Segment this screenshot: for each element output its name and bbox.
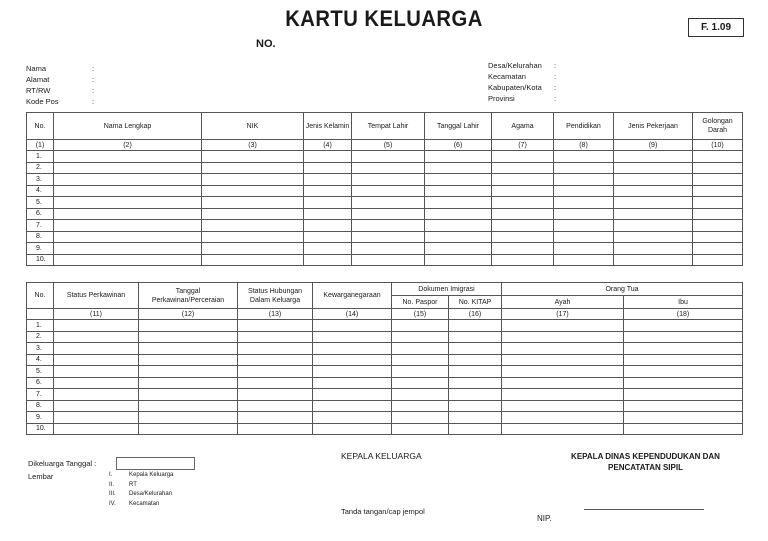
table-cell[interactable] (449, 320, 502, 332)
table-cell[interactable] (54, 354, 139, 366)
table-cell[interactable] (202, 185, 304, 197)
table-cell[interactable] (139, 400, 238, 412)
table-cell[interactable] (425, 162, 492, 174)
table-cell[interactable] (554, 162, 614, 174)
table-cell[interactable] (238, 423, 313, 435)
table-cell[interactable] (502, 389, 624, 401)
row-number: 9. (27, 412, 54, 424)
table-cell[interactable] (139, 377, 238, 389)
table-cell[interactable] (449, 423, 502, 435)
colnum: (8) (554, 140, 614, 151)
info-row-kodepos: Kode Pos : (26, 97, 95, 106)
table-cell[interactable] (313, 354, 392, 366)
table1-colnum-row (27, 140, 743, 151)
table-cell[interactable] (492, 185, 554, 197)
table-cell[interactable] (614, 231, 693, 243)
header-no: No. (27, 113, 54, 140)
table-cell[interactable] (54, 197, 202, 209)
colnum: (3) (202, 140, 304, 151)
table-cell[interactable] (238, 412, 313, 424)
header-jenis-pekerjaan: Jenis Pekerjaan (614, 113, 693, 140)
table-cell[interactable] (693, 197, 743, 209)
table-cell[interactable] (202, 174, 304, 186)
table-cell[interactable] (449, 331, 502, 343)
table-cell[interactable] (693, 254, 743, 266)
table-row (27, 231, 743, 243)
table-cell[interactable] (139, 423, 238, 435)
table-cell[interactable] (54, 174, 202, 186)
table-row (27, 389, 743, 401)
table-cell[interactable] (614, 185, 693, 197)
row-number: 2. (27, 162, 54, 174)
table2-colnum-row (27, 309, 743, 320)
colnum: (12) (139, 309, 238, 320)
header-jenis-kelamin: Jenis Kelamin (304, 113, 352, 140)
header-no-kitap: No. KITAP (449, 296, 502, 309)
table-cell[interactable] (238, 366, 313, 378)
table-cell[interactable] (614, 243, 693, 255)
table-cell[interactable] (502, 331, 624, 343)
table-cell[interactable] (304, 162, 352, 174)
header-no-paspor: No. Paspor (392, 296, 449, 309)
table-cell[interactable] (554, 151, 614, 163)
document-title: KARTU KELUARGA (285, 6, 483, 31)
table-cell[interactable] (352, 162, 425, 174)
table-row (27, 208, 743, 220)
table-row (27, 354, 743, 366)
table-cell[interactable] (693, 208, 743, 220)
signature-line (584, 509, 704, 510)
table-cell[interactable] (392, 412, 449, 424)
table-row (27, 366, 743, 378)
lembar-item: II. RT (109, 481, 137, 488)
table-row (27, 151, 743, 163)
header-ibu: Ibu (624, 296, 743, 309)
table-cell[interactable] (54, 412, 139, 424)
table-cell[interactable] (54, 220, 202, 232)
row-number: 8. (27, 400, 54, 412)
table-cell[interactable] (425, 243, 492, 255)
table-cell[interactable] (54, 366, 139, 378)
lembar-item: IV. Kecamatan (109, 500, 160, 507)
colnum: (16) (449, 309, 502, 320)
table-cell[interactable] (313, 423, 392, 435)
document-number-label: NO. (256, 38, 276, 50)
table-cell[interactable] (304, 151, 352, 163)
table-cell[interactable] (304, 174, 352, 186)
table-cell[interactable] (449, 377, 502, 389)
header-no: No. (27, 283, 54, 309)
info-row-provinsi: Provinsi : (488, 94, 557, 103)
table-cell[interactable] (313, 400, 392, 412)
table-cell[interactable] (492, 254, 554, 266)
lembar-item: III. Desa/Kelurahan (109, 491, 173, 497)
table-cell[interactable] (693, 243, 743, 255)
table-row (27, 243, 743, 255)
table-cell[interactable] (313, 331, 392, 343)
table-cell[interactable] (425, 151, 492, 163)
table-cell[interactable] (54, 423, 139, 435)
info-row-rtrw: RT/RW : (26, 86, 95, 95)
table-cell[interactable] (139, 354, 238, 366)
table-cell[interactable] (624, 366, 743, 378)
table-cell[interactable] (554, 208, 614, 220)
row-number: 10. (27, 423, 54, 435)
header-golongan-darah: Golongan Darah (693, 113, 743, 140)
table-cell[interactable] (54, 389, 139, 401)
table-cell[interactable] (492, 208, 554, 220)
row-number: 3. (27, 343, 54, 355)
header-status-perkawinan: Status Perkawinan (54, 283, 139, 309)
table-cell[interactable] (202, 197, 304, 209)
lembar-item: I. Kepala Keluarga (109, 472, 174, 478)
colnum: (4) (304, 140, 352, 151)
table-cell[interactable] (492, 220, 554, 232)
colnum: (9) (614, 140, 693, 151)
table-cell[interactable] (425, 254, 492, 266)
header-dokumen-imigrasi: Dokumen Imigrasi (392, 283, 502, 296)
table-cell[interactable] (624, 423, 743, 435)
table-cell[interactable] (304, 243, 352, 255)
table-cell[interactable] (238, 331, 313, 343)
table-cell[interactable] (202, 208, 304, 220)
table-cell[interactable] (492, 151, 554, 163)
table-cell[interactable] (392, 377, 449, 389)
table-cell[interactable] (614, 220, 693, 232)
header-ayah: Ayah (502, 296, 624, 309)
table2-header-row-1 (27, 283, 743, 296)
table-cell[interactable] (238, 400, 313, 412)
table-cell[interactable] (304, 231, 352, 243)
colnum: (5) (352, 140, 425, 151)
table-cell[interactable] (449, 366, 502, 378)
table-cell[interactable] (54, 254, 202, 266)
table-cell[interactable] (502, 343, 624, 355)
table-cell[interactable] (54, 400, 139, 412)
header-tanggal-lahir: Tanggal Lahir (425, 113, 492, 140)
table-row (27, 185, 743, 197)
table-cell[interactable] (693, 185, 743, 197)
table-cell[interactable] (238, 377, 313, 389)
row-number: 6. (27, 377, 54, 389)
table-cell[interactable] (425, 208, 492, 220)
table-cell[interactable] (313, 377, 392, 389)
table-cell[interactable] (392, 389, 449, 401)
family-info-right (488, 60, 556, 104)
table-cell[interactable] (352, 151, 425, 163)
table-cell[interactable] (139, 320, 238, 332)
table-cell[interactable] (449, 354, 502, 366)
info-row-desa: Desa/Kelurahan : (488, 61, 557, 70)
table-cell[interactable] (313, 412, 392, 424)
table-cell[interactable] (54, 208, 202, 220)
table-cell[interactable] (449, 400, 502, 412)
table-row (27, 254, 743, 266)
table-cell[interactable] (238, 320, 313, 332)
table-cell[interactable] (304, 208, 352, 220)
table-cell[interactable] (624, 331, 743, 343)
table-cell[interactable] (554, 254, 614, 266)
table-row (27, 423, 743, 435)
table-cell[interactable] (352, 220, 425, 232)
colnum: (1) (27, 140, 54, 151)
table-cell[interactable] (614, 208, 693, 220)
colnum (27, 309, 54, 320)
table-row (27, 400, 743, 412)
table-cell[interactable] (54, 162, 202, 174)
table-cell[interactable] (502, 400, 624, 412)
table-cell[interactable] (449, 389, 502, 401)
table-cell[interactable] (392, 354, 449, 366)
table-cell[interactable] (614, 197, 693, 209)
table-row (27, 162, 743, 174)
row-number: 5. (27, 197, 54, 209)
table-row (27, 331, 743, 343)
tanda-tangan-label: Tanda tangan/cap jempol (341, 507, 425, 516)
table-cell[interactable] (54, 231, 202, 243)
table-row (27, 377, 743, 389)
colnum: (15) (392, 309, 449, 320)
table-cell[interactable] (54, 320, 139, 332)
row-number: 1. (27, 151, 54, 163)
table-cell[interactable] (54, 243, 202, 255)
table-cell[interactable] (54, 331, 139, 343)
nip-label: NIP. (537, 514, 552, 523)
table-cell[interactable] (54, 185, 202, 197)
table-cell[interactable] (492, 243, 554, 255)
kepala-dinas-label: KEPALA DINAS KEPENDUDUKAN DAN PENCATATAN SIPIL (571, 452, 720, 472)
table-cell[interactable] (502, 377, 624, 389)
table-cell[interactable] (304, 197, 352, 209)
tanggal-input-box[interactable] (116, 457, 195, 470)
colnum: (10) (693, 140, 743, 151)
table-cell[interactable] (139, 389, 238, 401)
table-cell[interactable] (139, 343, 238, 355)
table-cell[interactable] (238, 343, 313, 355)
table-cell[interactable] (392, 423, 449, 435)
table-cell[interactable] (352, 185, 425, 197)
colnum: (6) (425, 140, 492, 151)
table-cell[interactable] (449, 412, 502, 424)
lembar-list (109, 471, 173, 509)
row-number: 10. (27, 254, 54, 266)
colnum: (18) (624, 309, 743, 320)
table-cell[interactable] (54, 343, 139, 355)
table-cell[interactable] (614, 254, 693, 266)
form-code-box: F. 1.09 (688, 18, 744, 37)
table-cell[interactable] (352, 254, 425, 266)
table-cell[interactable] (392, 366, 449, 378)
table-cell[interactable] (614, 162, 693, 174)
table-cell[interactable] (693, 162, 743, 174)
table-cell[interactable] (313, 389, 392, 401)
table-cell[interactable] (238, 389, 313, 401)
family-members-table (26, 112, 743, 266)
table-cell[interactable] (202, 243, 304, 255)
row-number: 4. (27, 185, 54, 197)
row-number: 6. (27, 208, 54, 220)
table-cell[interactable] (352, 208, 425, 220)
row-number: 7. (27, 220, 54, 232)
colnum: (2) (54, 140, 202, 151)
table-cell[interactable] (624, 412, 743, 424)
colnum: (11) (54, 309, 139, 320)
table-cell[interactable] (139, 331, 238, 343)
table-cell[interactable] (492, 197, 554, 209)
table-cell[interactable] (202, 220, 304, 232)
table-cell[interactable] (202, 162, 304, 174)
table-cell[interactable] (624, 320, 743, 332)
header-pendidikan: Pendidikan (554, 113, 614, 140)
table-cell[interactable] (554, 174, 614, 186)
header-tanggal-perkawinan: Tanggal Perkawinan/Perceraian (139, 283, 238, 309)
table-cell[interactable] (624, 354, 743, 366)
info-row-nama: Nama : (26, 64, 95, 73)
table-cell[interactable] (492, 231, 554, 243)
table-cell[interactable] (614, 151, 693, 163)
table-cell[interactable] (693, 151, 743, 163)
header-nik: NIK (202, 113, 304, 140)
table-cell[interactable] (202, 231, 304, 243)
header-kewarganegaraan: Kewarganegaraan (313, 283, 392, 309)
table-cell[interactable] (392, 400, 449, 412)
colnum: (17) (502, 309, 624, 320)
table-cell[interactable] (492, 174, 554, 186)
table-cell[interactable] (392, 331, 449, 343)
table-cell[interactable] (502, 412, 624, 424)
row-number: 9. (27, 243, 54, 255)
table-row (27, 174, 743, 186)
row-number: 4. (27, 354, 54, 366)
table-cell[interactable] (304, 254, 352, 266)
table-cell[interactable] (425, 220, 492, 232)
table-cell[interactable] (202, 151, 304, 163)
table-cell[interactable] (624, 400, 743, 412)
header-agama: Agama (492, 113, 554, 140)
table-cell[interactable] (492, 162, 554, 174)
table-cell[interactable] (425, 197, 492, 209)
table-row (27, 412, 743, 424)
header-tempat-lahir: Tempat Lahir (352, 113, 425, 140)
info-row-kabupaten: Kabupaten/Kota : (488, 83, 557, 92)
row-number: 2. (27, 331, 54, 343)
row-number: 3. (27, 174, 54, 186)
table-cell[interactable] (502, 423, 624, 435)
table-cell[interactable] (352, 231, 425, 243)
header-status-hubungan: Status Hubungan Dalam Keluarga (238, 283, 313, 309)
table-cell[interactable] (554, 231, 614, 243)
table-cell[interactable] (502, 366, 624, 378)
table-cell[interactable] (238, 354, 313, 366)
row-number: 5. (27, 366, 54, 378)
table-cell[interactable] (139, 412, 238, 424)
table-cell[interactable] (425, 174, 492, 186)
table-cell[interactable] (352, 174, 425, 186)
table-cell[interactable] (693, 220, 743, 232)
table-cell[interactable] (624, 389, 743, 401)
table-cell[interactable] (392, 320, 449, 332)
colnum: (14) (313, 309, 392, 320)
table-cell[interactable] (313, 320, 392, 332)
family-status-table (26, 282, 743, 435)
info-row-kecamatan: Kecamatan : (488, 72, 557, 81)
table-row (27, 197, 743, 209)
table-cell[interactable] (502, 320, 624, 332)
family-info-left (26, 63, 94, 107)
table-cell[interactable] (554, 197, 614, 209)
table-cell[interactable] (313, 366, 392, 378)
colnum: (7) (492, 140, 554, 151)
lembar-label: Lembar (28, 472, 54, 481)
kepala-keluarga-label: KEPALA KELUARGA (341, 451, 422, 461)
table-cell[interactable] (352, 197, 425, 209)
info-row-alamat: Alamat : (26, 75, 95, 84)
table-cell[interactable] (693, 231, 743, 243)
table-cell[interactable] (54, 377, 139, 389)
row-number: 1. (27, 320, 54, 332)
table-cell[interactable] (614, 174, 693, 186)
table-cell[interactable] (554, 220, 614, 232)
table-cell[interactable] (624, 343, 743, 355)
table-cell[interactable] (449, 343, 502, 355)
dikeluarga-tanggal-label: Dikeluarga Tanggal : (28, 459, 97, 468)
colnum: (13) (238, 309, 313, 320)
table-cell[interactable] (352, 243, 425, 255)
table-cell[interactable] (313, 343, 392, 355)
table-cell[interactable] (502, 354, 624, 366)
table-cell[interactable] (304, 220, 352, 232)
table-cell[interactable] (425, 185, 492, 197)
table1-header-row (27, 113, 743, 140)
table-row (27, 343, 743, 355)
table-row (27, 320, 743, 332)
table-cell[interactable] (392, 343, 449, 355)
table-cell[interactable] (304, 185, 352, 197)
table-row (27, 220, 743, 232)
header-orang-tua: Orang Tua (502, 283, 743, 296)
row-number: 8. (27, 231, 54, 243)
table-cell[interactable] (202, 254, 304, 266)
table-cell[interactable] (425, 231, 492, 243)
table-cell[interactable] (139, 366, 238, 378)
table-cell[interactable] (624, 377, 743, 389)
header-nama-lengkap: Nama Lengkap (54, 113, 202, 140)
table-cell[interactable] (54, 151, 202, 163)
row-number: 7. (27, 389, 54, 401)
table-cell[interactable] (554, 243, 614, 255)
table-cell[interactable] (554, 185, 614, 197)
table-cell[interactable] (693, 174, 743, 186)
